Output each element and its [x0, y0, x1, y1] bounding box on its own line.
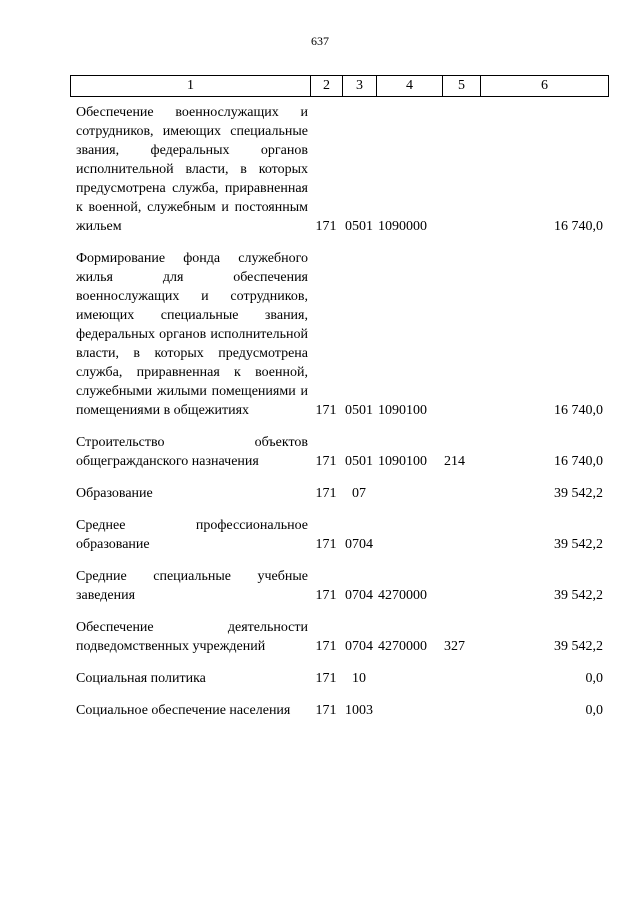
row-amount: 39 542,2 [554, 639, 603, 654]
header-col-5: 5 [443, 76, 481, 97]
row-name: Среднее профессиональное образование [76, 518, 308, 552]
row-type-code: 327 [444, 639, 465, 654]
row-target-code [376, 484, 442, 516]
row-name: Формирование фонда служебного жилья для обеспечения военнослужащих и сотрудников, имеющих специальные звания, федеральных органов исполнительной власти, в которых предусмотрена служба, приравненная к военной, служебными жилыми помещениями и помещениями в общежитиях [76, 251, 308, 418]
row-type-code [442, 567, 480, 618]
row-name: Социальное обеспечение населения [76, 703, 291, 718]
row-amount: 16 740,0 [554, 454, 603, 469]
column-header-table [70, 75, 609, 97]
row-admin-code: 171 [315, 537, 337, 552]
row-name: Строительство объектов общегражданского назначения [76, 435, 308, 469]
row-admin-code: 171 [315, 703, 337, 718]
table-row [70, 669, 608, 701]
row-type-code: 214 [444, 454, 465, 469]
row-admin-code: 171 [315, 219, 337, 234]
header-col-1: 1 [71, 76, 311, 97]
row-name: Средние специальные учебные заведения [76, 569, 308, 603]
row-section-code: 0704 [345, 639, 373, 654]
row-target-code [376, 701, 442, 733]
row-amount: 39 542,2 [554, 588, 603, 603]
table-row [70, 103, 608, 249]
row-target-code: 1090100 [378, 403, 427, 418]
row-section-code: 0704 [345, 588, 373, 603]
row-target-code: 1090000 [378, 219, 427, 234]
row-admin-code: 171 [315, 403, 337, 418]
row-section-code: 10 [352, 671, 366, 686]
row-admin-code: 171 [315, 639, 337, 654]
row-type-code [442, 484, 480, 516]
row-amount: 0,0 [585, 671, 603, 686]
table-row [70, 701, 608, 733]
row-target-code: 4270000 [378, 639, 427, 654]
row-section-code: 0501 [345, 403, 373, 418]
row-amount: 0,0 [585, 703, 603, 718]
table-row [70, 567, 608, 618]
table-row [70, 433, 608, 484]
row-target-code [376, 516, 442, 567]
row-target-code: 4270000 [378, 588, 427, 603]
table-row [70, 484, 608, 516]
row-type-code [442, 249, 480, 433]
row-admin-code: 171 [315, 588, 337, 603]
budget-table [70, 103, 608, 733]
header-col-4: 4 [377, 76, 443, 97]
row-type-code [442, 701, 480, 733]
header-col-6: 6 [481, 76, 609, 97]
header-row [71, 76, 609, 97]
table-row [70, 516, 608, 567]
row-amount: 16 740,0 [554, 403, 603, 418]
row-amount: 16 740,0 [554, 219, 603, 234]
row-target-code: 1090100 [378, 454, 427, 469]
row-name: Социальная политика [76, 671, 206, 686]
row-section-code: 1003 [345, 703, 373, 718]
row-section-code: 0704 [345, 537, 373, 552]
row-name: Обеспечение военнослужащих и сотрудников, имеющих специальные звания, федеральных органов исполнительной власти, в которых предусмотрена служба, приравненная к военной, служебным и постоянным жильем [76, 105, 308, 234]
row-target-code [376, 669, 442, 701]
table-row [70, 249, 608, 433]
table-row [70, 618, 608, 669]
row-name: Обеспечение деятельности подведомственных учреждений [76, 620, 308, 654]
row-name: Образование [76, 486, 153, 501]
row-type-code [442, 669, 480, 701]
row-amount: 39 542,2 [554, 486, 603, 501]
header-col-2: 2 [311, 76, 343, 97]
row-section-code: 07 [352, 486, 366, 501]
row-amount: 39 542,2 [554, 537, 603, 552]
row-type-code [442, 516, 480, 567]
row-admin-code: 171 [315, 671, 337, 686]
page-number: 637 [311, 34, 329, 48]
row-section-code: 0501 [345, 454, 373, 469]
row-type-code [442, 103, 480, 249]
row-section-code: 0501 [345, 219, 373, 234]
row-admin-code: 171 [315, 486, 337, 501]
row-admin-code: 171 [315, 454, 337, 469]
header-col-3: 3 [343, 76, 377, 97]
